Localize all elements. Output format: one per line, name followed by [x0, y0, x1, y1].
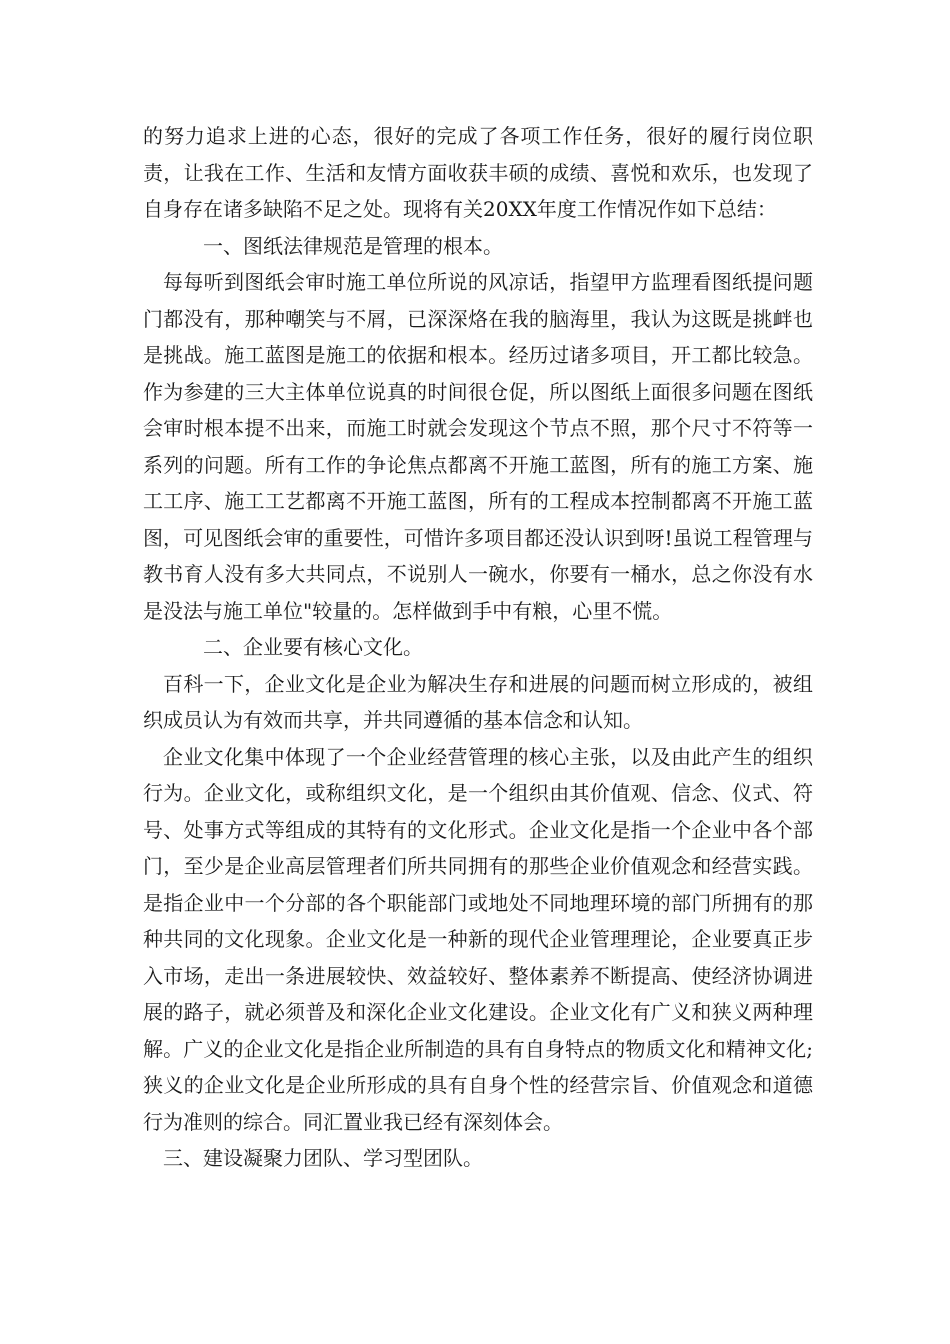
section-heading-1: 一、图纸法律规范是管理的根本。 [203, 233, 503, 258]
document-body [143, 118, 813, 1177]
section-1-paragraph: 每每听到图纸会审时施工单位所说的风凉话，指望甲方监理看图纸提问题门都没有，那种嘲笑与不屑，已深深烙在我的脑海里，我认为这既是挑衅也是挑战。施工蓝图是施工的依据和根本。经历过诸多项目，开工都比较急。作为参建的三大主体单位说真的时间很仓促，所以图纸上面很多问题在图纸会审时根本提不出来，而施工时就会发现这个节点不照，那个尺寸不符等一系列的问题。所有工作的争论焦点都离不开施工蓝图，所有的施工方案、施工工序、施工工艺都离不开施工蓝图，所有的工程成本控制都离不开施工蓝图，可见图纸会审的重要性，可惜许多项目都还没认识到呀!虽说工程管理与教书育人没有多大共同点，不说别人一碗水，你要有一桶水，总之你没有水是没法与施工单位"较量的。怎样做到手中有粮，心里不慌。 [143, 270, 813, 623]
section-heading-3: 三、建设凝聚力团队、学习型团队。 [163, 1146, 483, 1170]
section-heading-2: 二、企业要有核心文化。 [203, 635, 423, 659]
section-2-paragraph-1: 百科一下，企业文化是企业为解决生存和进展的问题而树立形成的，被组织成员认为有效而共享，并共同遵循的基本信念和认知。 [143, 671, 813, 732]
intro-paragraph: 的努力追求上进的心态，很好的完成了各项工作任务，很好的履行岗位职责，让我在工作、生活和友情方面收获丰硕的成绩、喜悦和欢乐，也发现了自身存在诸多缺陷不足之处。现将有关20XX年度工作情况作如下总结： [143, 124, 813, 221]
section-2-paragraph-2: 企业文化集中体现了一个企业经营管理的核心主张，以及由此产生的组织行为。企业文化，或称组织文化，是一个组织由其价值观、信念、仪式、符号、处事方式等组成的其特有的文化形式。企业文化是指一个企业中各个部门，至少是企业高层管理者们所共同拥有的那些企业价值观念和经营实践。是指企业中一个分部的各个职能部门或地处不同地理环境的部门所拥有的那种共同的文化现象。企业文化是一种新的现代企业管理理论，企业要真正步入市场，走出一条进展较快、效益较好、整体素养不断提高、使经济协调进展的路子，就必须普及和深化企业文化建设。企业文化有广义和狭义两种理解。广义的企业文化是指企业所制造的具有自身特点的物质文化和精神文化;狭义的企业文化是企业所形成的具有自身个性的经营宗旨、价值观念和道德行为准则的综合。同汇置业我已经有深刻体会。 [143, 744, 813, 1134]
